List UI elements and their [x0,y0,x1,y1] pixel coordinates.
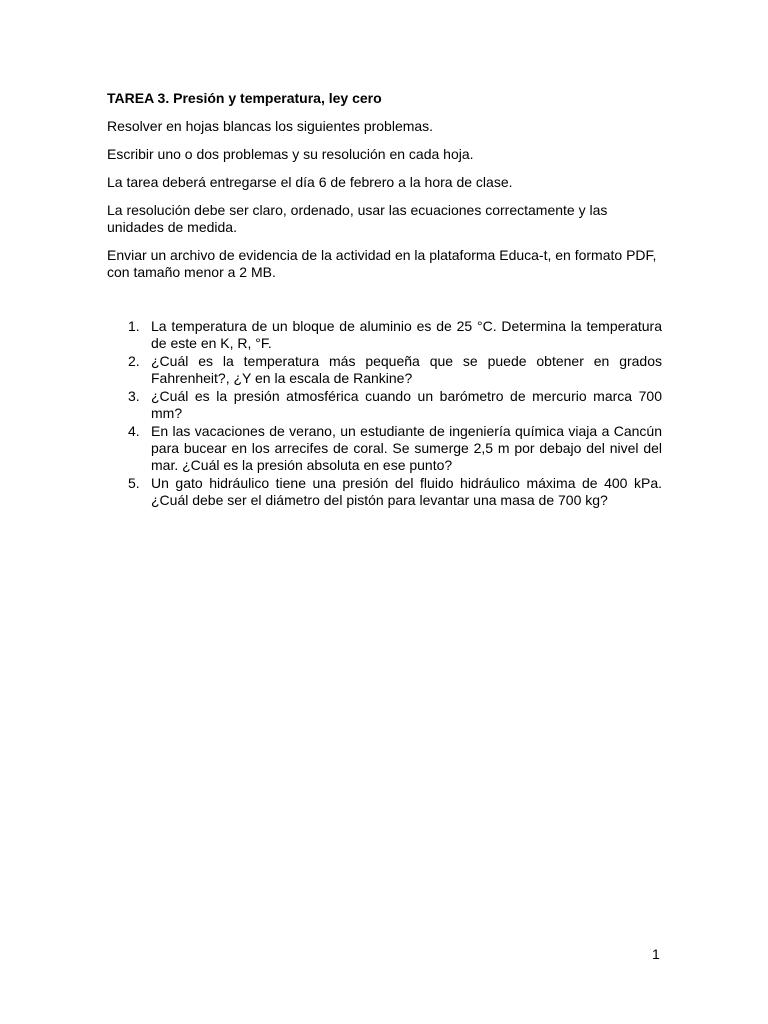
problem-number: 5. [128,475,140,491]
instruction-paragraph-3: La tarea deberá entregarse el día 6 de febrero a la hora de clase. [107,174,513,190]
problem-text: En las vacaciones de verano, un estudiante de ingeniería química viaja a Cancún para bucear en los arrecifes de coral. Se sumerge 2,5 m por debajo del nivel del mar. ¿Cuál es la presión absoluta en ese punto? [151,423,662,473]
problem-list [107,318,662,509]
instruction-paragraph-2: Escribir uno o dos problemas y su resolución en cada hoja. [107,146,474,162]
problem-text: La temperatura de un bloque de aluminio es de 25 °C. Determina la temperatura de este en K, R, °F. [151,318,662,351]
instruction-paragraph-5: Enviar un archivo de evidencia de la actividad en la plataforma Educa-t, en formato PDF, con tamaño menor a 2 MB. [107,247,657,280]
problem-text: ¿Cuál es la temperatura más pequeña que se puede obtener en grados Fahrenheit?, ¿Y en la escala de Rankine? [151,353,662,386]
problem-item-3 [107,388,662,422]
page-number: 1 [652,946,660,962]
problem-text: ¿Cuál es la presión atmosférica cuando un barómetro de mercurio marca 700 mm? [151,388,662,421]
problem-number: 1. [128,318,140,334]
document-title: TAREA 3. Presión y temperatura, ley cero [107,90,382,106]
problem-item-1 [107,318,662,352]
document-body [107,90,662,510]
problem-text: Un gato hidráulico tiene una presión del fluido hidráulico máxima de 400 kPa. ¿Cuál debe ser el diámetro del pistón para levantar una masa de 700 kg? [151,475,662,508]
problem-number: 4. [128,423,140,439]
instruction-paragraph-4: La resolución debe ser claro, ordenado, usar las ecuaciones correctamente y las unidades de medida. [107,202,608,235]
instruction-paragraph-1: Resolver en hojas blancas los siguientes problemas. [107,118,434,134]
problem-number: 2. [128,353,140,369]
problem-number: 3. [128,388,140,404]
problem-item-2 [107,353,662,387]
problem-item-5 [107,475,662,509]
problem-item-4 [107,423,662,474]
